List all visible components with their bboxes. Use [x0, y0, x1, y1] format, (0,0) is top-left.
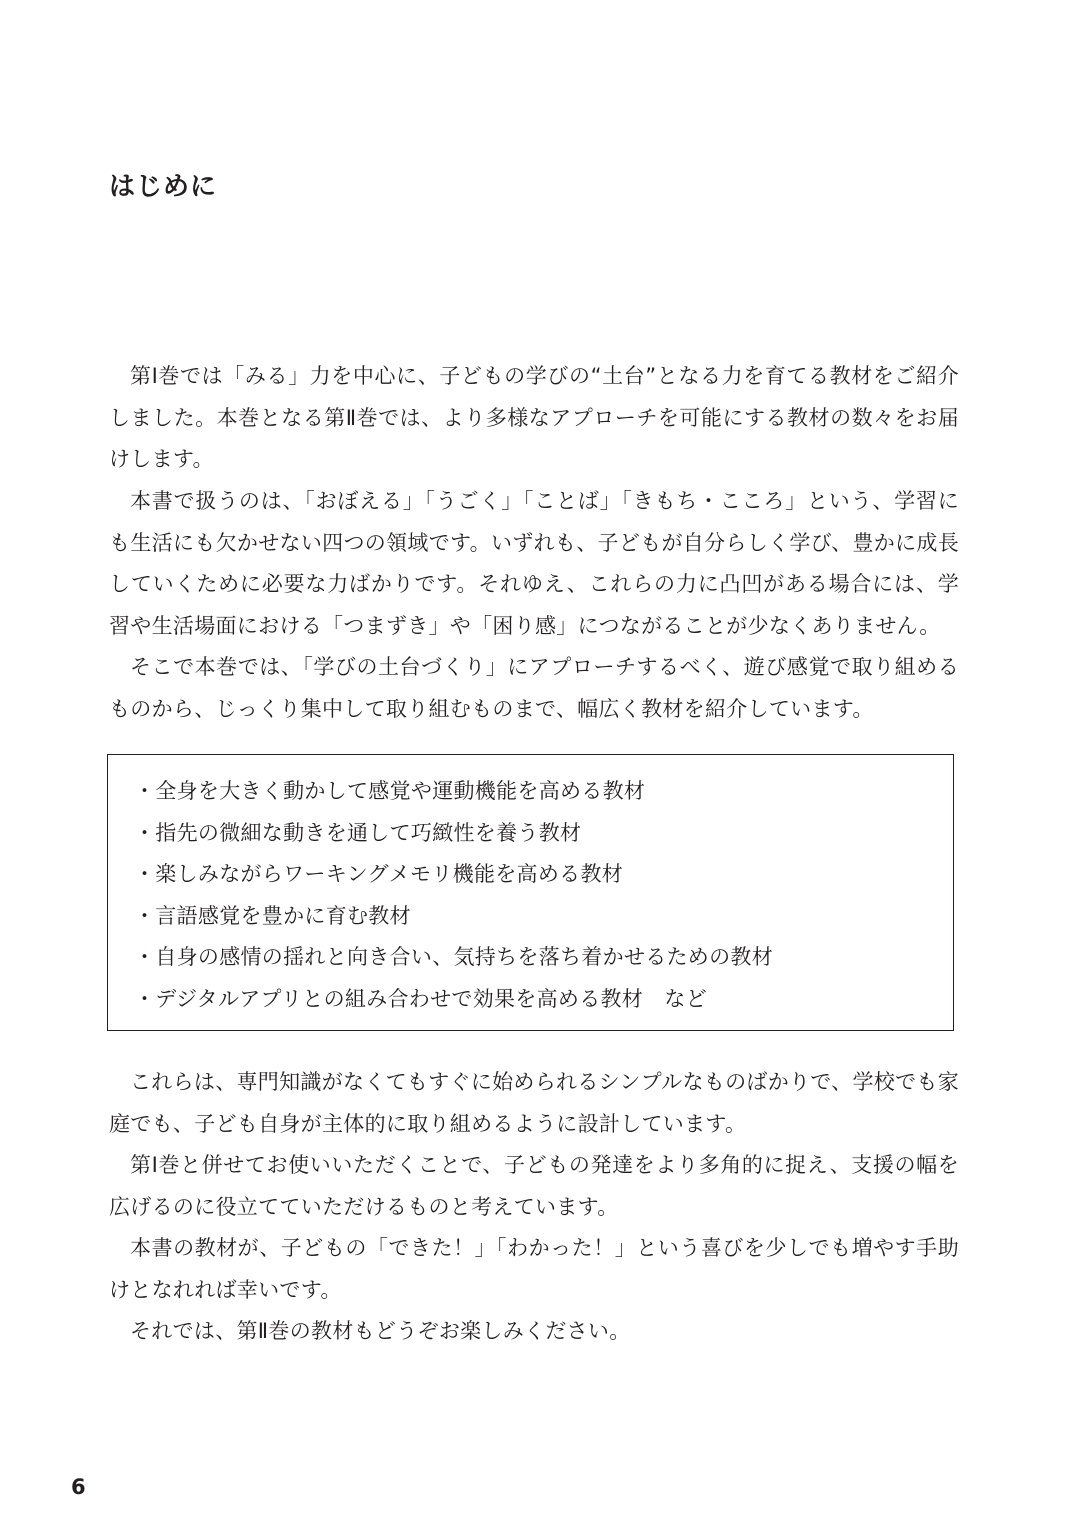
- closing-paragraph-4: それでは、第Ⅱ巻の教材もどうぞお楽しみください。: [130, 1319, 631, 1343]
- material-list-item: ・自身の感情の揺れと向き合い、気持ちを落ち着かせるための教材: [134, 945, 773, 970]
- material-list: [134, 771, 773, 1021]
- material-list-item: ・指先の微細な動きを通して巧緻性を養う教材: [134, 820, 582, 845]
- intro-paragraph-2: 本書で扱うのは、「おぼえる」「うごく」「ことば」「きもち・こころ」という、学習にも生活にも欠かせない四つの領域です。いずれも、子どもが自分らしく学び、豊かに成長していくために必要な力ばかりです。それゆえ、これらの力に凸凹がある場合には、学習や生活場面における「つまずき」や「困り感」につながることが少なくありません。: [109, 489, 959, 638]
- material-list-item: ・全身を大きく動かして感覚や運動機能を高める教材: [134, 779, 646, 803]
- intro-paragraph-3: そこで本巻では、「学びの土台づくり」にアプローチするべく、遊び感覚で取り組めるものから、じっくり集中して取り組むものまで、幅広く教材を紹介しています。: [109, 655, 959, 721]
- page-title: はじめに: [109, 172, 218, 203]
- closing-paragraph-3: 本書の教材が、子どもの「できた！」「わかった！」という喜びを少しでも増やす手助けとなれれば幸いです。: [109, 1236, 959, 1302]
- material-list-item: ・デジタルアプリとの組み合わせで効果を高める教材 など: [134, 986, 707, 1011]
- material-list-box: [107, 754, 954, 1031]
- material-list-item: ・言語感覚を豊かに育む教材: [134, 903, 411, 928]
- closing-paragraph-1: これらは、専門知識がなくてもすぐに始められるシンプルなものばかりで、学校でも家庭でも、子ども自身が主体的に取り組めるように設計しています。: [109, 1070, 959, 1136]
- closing-paragraph-2: 第Ⅰ巻と併せてお使いいただくことで、子どもの発達をより多角的に捉え、支援の幅を広げるのに役立てていただけるものと考えています。: [109, 1153, 959, 1219]
- page-number: 6: [71, 1475, 86, 1499]
- material-list-item: ・楽しみながらワーキングメモリ機能を高める教材: [134, 862, 624, 887]
- intro-paragraph-1: 第Ⅰ巻では「みる」力を中心に、子どもの学びの“土台”となる力を育てる教材をご紹介しました。本巻となる第Ⅱ巻では、より多様なアプローチを可能にする教材の数々をお届けします。: [109, 364, 959, 472]
